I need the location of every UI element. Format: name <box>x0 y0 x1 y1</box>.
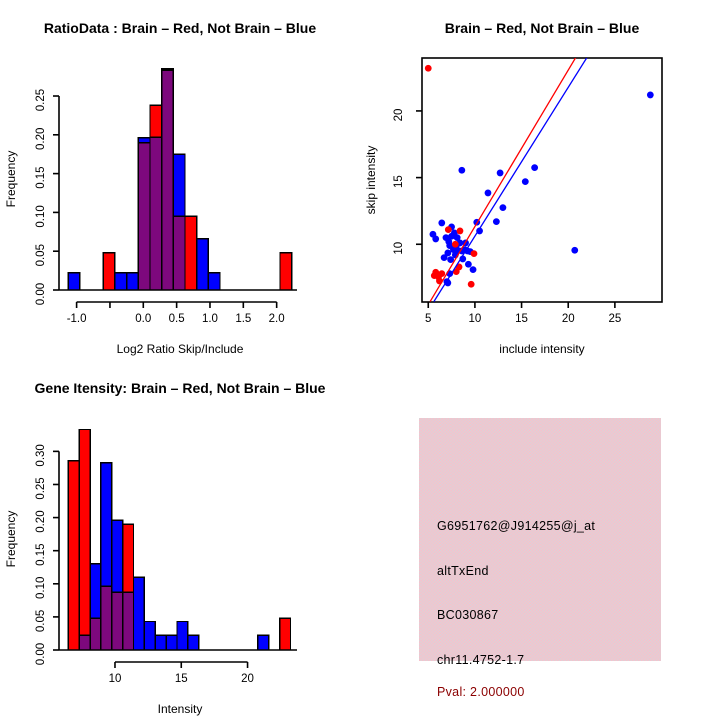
fit-line-red <box>430 58 576 302</box>
y-tick-label: 20 <box>393 108 405 122</box>
x-tick-label: 0.5 <box>168 313 185 325</box>
scatter-panel <box>360 0 720 360</box>
y-axis-title: skip intensity <box>364 145 378 215</box>
hist-bar-blue <box>90 564 101 618</box>
hist-bar-purple <box>138 143 150 290</box>
y-tick-label: 0.25 <box>35 477 47 500</box>
x-tick-label: 15 <box>174 673 188 685</box>
hist-bar-blue <box>112 520 123 592</box>
hist-bar-purple <box>101 586 112 650</box>
chart-title: RatioData : Brain – Red, Not Brain – Blue <box>43 20 317 36</box>
x-tick-label: 10 <box>108 673 122 685</box>
data-point <box>441 254 448 261</box>
hist-bar-blue <box>127 273 139 290</box>
data-point <box>438 220 445 227</box>
hist-bar-red <box>280 618 291 650</box>
info-panel <box>360 360 720 720</box>
ratio-histogram-panel <box>0 0 360 360</box>
hist-bar-purple <box>79 635 90 650</box>
y-tick-label: 10 <box>393 241 405 255</box>
x-tick-label: 15 <box>515 313 528 325</box>
data-point <box>647 92 654 99</box>
x-tick-label: 1.5 <box>235 313 252 325</box>
data-point <box>425 65 432 72</box>
hist-bar-red <box>280 253 292 290</box>
data-point <box>571 247 578 254</box>
regression-lines <box>430 58 587 302</box>
x-tick-label: -1.0 <box>66 313 87 325</box>
probe-id-text: G6951762@J914255@j_at <box>437 519 596 533</box>
y-axis-title: Frequency <box>4 150 18 208</box>
data-point <box>432 236 439 243</box>
y-tick-label: 0.00 <box>35 642 47 666</box>
data-point <box>468 281 475 288</box>
y-tick-label: 0.25 <box>35 88 47 112</box>
x-tick-label: 10 <box>468 313 482 325</box>
data-point <box>531 164 538 171</box>
data-point <box>493 218 500 225</box>
histogram-bars <box>68 69 291 290</box>
hist-bar-purple <box>112 592 123 650</box>
data-point <box>438 270 445 277</box>
locus-text: chr11.4752-1.7 <box>437 653 525 667</box>
x-axis-title: Intensity <box>157 702 203 716</box>
data-point <box>497 170 504 177</box>
hist-bar-blue <box>155 635 166 650</box>
gene-histogram-panel <box>0 360 360 720</box>
hist-bar-blue <box>138 138 150 143</box>
y-tick-label: 0.20 <box>35 510 47 533</box>
y-tick-label: 0.05 <box>35 244 48 267</box>
accession-text: BC030867 <box>437 608 499 622</box>
hist-bar-red <box>162 69 174 71</box>
data-point <box>522 178 529 185</box>
ratio-histogram-chart <box>0 0 360 360</box>
data-point <box>470 266 477 273</box>
y-axis-title: Frequency <box>4 510 18 568</box>
hist-bar-red <box>123 524 134 592</box>
data-point <box>457 228 464 235</box>
x-tick-label: 1.0 <box>201 313 218 325</box>
intensity-scatter-chart <box>360 0 720 360</box>
hist-bar-blue <box>208 273 220 290</box>
data-point <box>465 261 472 268</box>
y-tick-label: 0.15 <box>35 166 47 189</box>
y-tick-label: 0.10 <box>35 205 47 228</box>
x-tick-label: 2.0 <box>268 313 285 325</box>
data-point <box>452 241 459 248</box>
data-point <box>500 204 507 211</box>
scatter-points-blue <box>430 92 654 287</box>
histogram-bars <box>68 430 290 650</box>
info-box <box>419 418 661 699</box>
fit-line-blue <box>434 58 587 302</box>
hist-bar-blue <box>173 154 185 216</box>
data-point <box>485 190 492 197</box>
y-tick-label: 0.15 <box>35 543 47 566</box>
hist-bar-red <box>185 216 197 290</box>
hist-bar-red <box>103 253 115 290</box>
hist-bar-purple <box>162 70 174 290</box>
x-tick-label: 20 <box>241 673 254 685</box>
data-point <box>431 272 438 279</box>
x-axis-title: include intensity <box>499 342 585 356</box>
splice-type-text: altTxEnd <box>437 564 489 578</box>
hist-bar-red <box>150 105 162 137</box>
x-tick-label: 5 <box>425 313 432 325</box>
y-tick-label: 0.30 <box>35 444 47 467</box>
data-point <box>471 250 478 257</box>
gene-histogram-chart <box>0 360 360 720</box>
x-tick-label: 0.0 <box>135 313 152 325</box>
data-point <box>445 226 452 233</box>
hist-bar-purple <box>123 592 134 650</box>
x-tick-label: 25 <box>608 313 622 325</box>
hist-bar-blue <box>177 622 188 650</box>
hist-bar-purple <box>173 216 185 290</box>
y-tick-label: 0.00 <box>35 282 47 306</box>
hist-bar-blue <box>258 635 269 650</box>
y-tick-label: 0.20 <box>35 127 47 151</box>
x-axis-title: Log2 Ratio Skip/Include <box>116 342 244 356</box>
data-point <box>458 167 465 174</box>
hist-bar-blue <box>68 273 80 290</box>
y-tick-label: 15 <box>393 175 405 188</box>
pval-text: Pval: 2.000000 <box>437 685 525 699</box>
hist-bar-purple <box>90 618 101 650</box>
hist-bar-blue <box>134 577 145 650</box>
x-tick-label: 20 <box>561 313 575 325</box>
y-tick-label: 0.05 <box>35 609 47 633</box>
hist-bar-purple <box>150 137 162 290</box>
hist-bar-blue <box>197 239 209 290</box>
hist-bar-blue <box>166 635 177 650</box>
chart-title: Gene Itensity: Brain – Red, Not Brain – Blue <box>34 380 326 396</box>
hist-bar-blue <box>188 635 199 650</box>
y-tick-label: 0.10 <box>35 576 47 599</box>
hist-bar-blue <box>101 463 112 587</box>
hist-bar-blue <box>144 622 155 650</box>
hist-bar-red <box>79 430 90 636</box>
chart-title: Brain – Red, Not Brain – Blue <box>444 20 640 36</box>
hist-bar-red <box>68 461 79 650</box>
hist-bar-blue <box>115 273 127 290</box>
